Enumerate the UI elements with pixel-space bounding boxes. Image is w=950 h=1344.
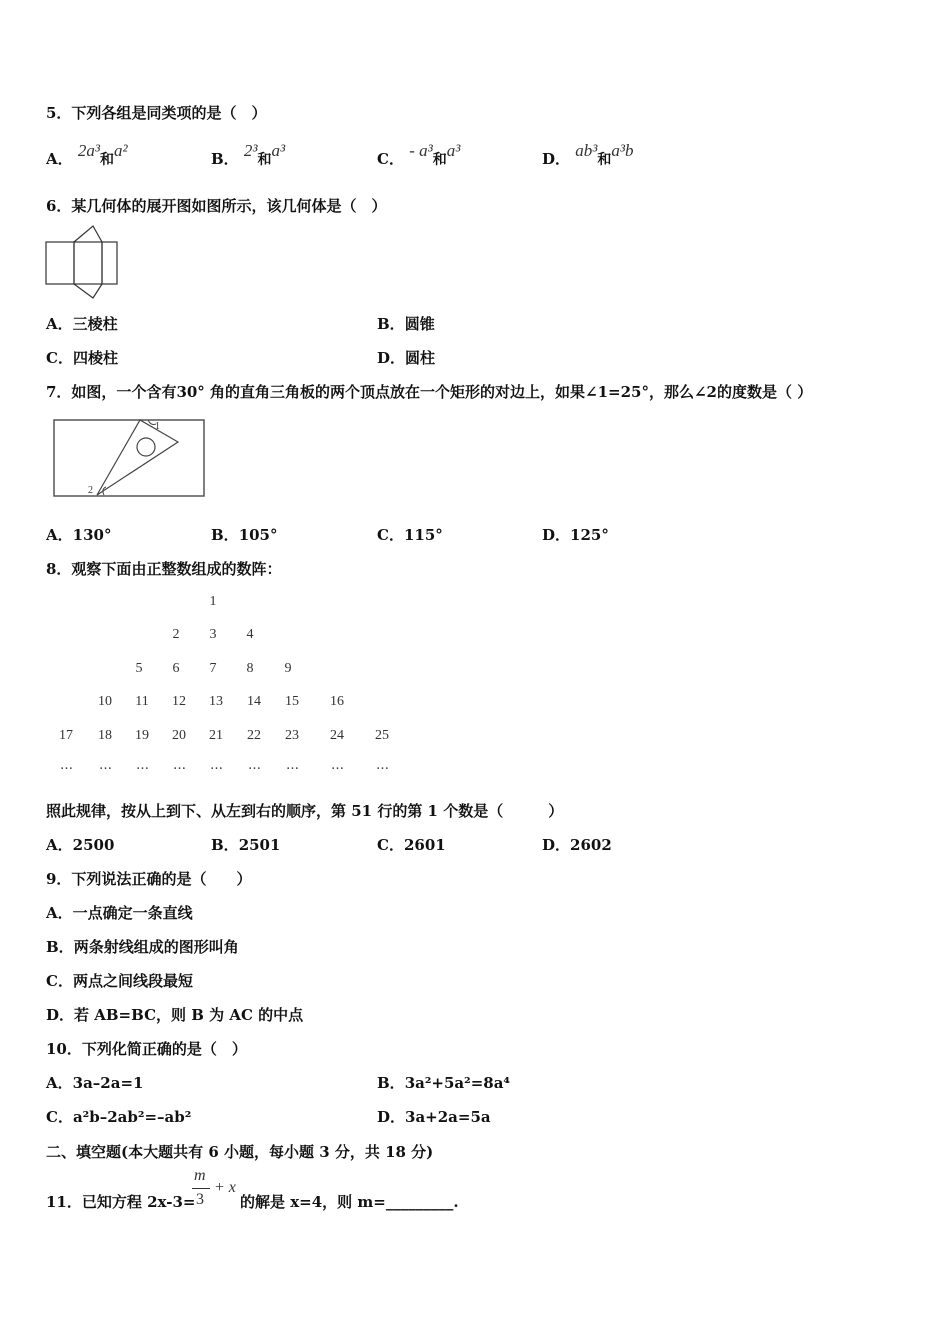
q10-option-a[interactable]: A．3a–2a=1: [46, 1074, 144, 1092]
q7-stem: 7．如图，一个含有30° 角的直角三角板的两个顶点放在一个矩形的对边上，如果∠1=25°，那么∠2的度数是（ ）: [46, 383, 813, 401]
q11-suffix[interactable]: 的解是 x=4，则 m=_________.: [240, 1193, 459, 1211]
q8-option-b[interactable]: B．2501: [211, 836, 281, 854]
triangle-rectangle-diagram: [52, 417, 208, 501]
array-cell: 7: [209, 661, 217, 676]
q5-option-a[interactable]: A． 2a³和a²: [46, 141, 128, 168]
q5-option-b[interactable]: B． 2³和a³: [211, 141, 286, 168]
array-cell: 15: [285, 694, 299, 709]
q5-b-expr1: 2³: [243, 141, 258, 160]
q7-option-c[interactable]: C．115°: [377, 526, 443, 544]
q9-option-a[interactable]: A．一点确定一条直线: [46, 904, 193, 922]
angle-1-label: 1: [155, 421, 160, 432]
q5-a-expr1: 2a³: [77, 141, 100, 160]
array-cell: 18: [98, 728, 112, 743]
q11-frac-numerator: m: [194, 1167, 206, 1184]
q10-option-c[interactable]: C．a²b–2ab²=–ab²: [46, 1108, 192, 1126]
q9-option-d[interactable]: D．若 AB=BC，则 B 为 AC 的中点: [46, 1006, 304, 1024]
q5-b-expr2: a³: [271, 141, 286, 160]
q5-option-c[interactable]: C． - a³和a³: [377, 141, 461, 168]
angle-2-label: 2: [88, 485, 93, 496]
q5-c-expr2: a³: [446, 141, 461, 160]
q10-stem: 10．下列化简正确的是（ ）: [46, 1040, 247, 1058]
q10-option-b[interactable]: B．3a²+5a²=8a⁴: [377, 1074, 511, 1092]
array-dots: …: [210, 758, 222, 773]
array-cell: 16: [330, 694, 344, 709]
q7-option-a[interactable]: A．130°: [46, 526, 112, 544]
array-cell: 4: [246, 627, 254, 642]
net-rect-right: [102, 242, 117, 284]
array-cell: 14: [247, 694, 261, 709]
array-cell: 12: [172, 694, 186, 709]
q8-stem: 8．观察下面由正整数组成的数阵：: [46, 560, 282, 578]
array-dots: …: [136, 758, 148, 773]
q11-plus-x: + x: [214, 1179, 236, 1196]
array-cell: 13: [209, 694, 223, 709]
q6-stem: 6．某几何体的展开图如图所示，该几何体是（ ）: [46, 197, 387, 215]
q7-option-d[interactable]: D．125°: [542, 526, 609, 544]
q8-option-c[interactable]: C．2601: [377, 836, 446, 854]
array-cell: 10: [98, 694, 112, 709]
net-rect-left: [46, 242, 74, 284]
q5-a-expr2: a²: [113, 141, 128, 160]
array-cell: 21: [209, 728, 223, 743]
q11-prefix: 11．已知方程 2x-3=: [46, 1193, 196, 1211]
q9-stem: 9．下列说法正确的是（ ）: [46, 870, 252, 888]
net-rect-middle: [74, 242, 102, 284]
array-cell: 25: [375, 728, 389, 743]
array-cell: 3: [209, 627, 217, 642]
q6-option-b[interactable]: B．圆锥: [377, 315, 435, 333]
triangle-board: [97, 420, 178, 495]
net-diagram: [44, 224, 124, 300]
q11-frac-bar: [192, 1188, 210, 1189]
net-triangle-bottom: [74, 284, 102, 298]
q5-d-expr2: a³b: [611, 141, 634, 160]
angle-2-arc: [103, 487, 106, 495]
q5-stem: 5．下列各组是同类项的是（ ）: [46, 104, 267, 122]
array-cell: 9: [284, 661, 292, 676]
array-cell: 8: [246, 661, 254, 676]
array-cell: 11: [135, 694, 149, 709]
array-cell: 22: [247, 728, 261, 743]
array-dots: …: [60, 758, 72, 773]
array-cell: 6: [172, 661, 180, 676]
q9-option-b[interactable]: B．两条射线组成的图形叫角: [46, 938, 239, 956]
q9-option-c[interactable]: C．两点之间线段最短: [46, 972, 193, 990]
rectangle: [54, 420, 204, 496]
array-cell: 24: [330, 728, 344, 743]
array-cell: 19: [135, 728, 149, 743]
array-dots: …: [286, 758, 298, 773]
q7-option-b[interactable]: B．105°: [211, 526, 278, 544]
array-dots: …: [173, 758, 185, 773]
array-cell: 1: [209, 594, 217, 609]
section-heading: 二、填空题(本大题共有 6 小题，每小题 3 分，共 18 分): [46, 1143, 434, 1161]
q5-option-d[interactable]: D． ab³和a³b: [542, 141, 634, 168]
q5-c-expr1: - a³: [409, 141, 433, 160]
array-dots: …: [248, 758, 260, 773]
net-triangle-top: [74, 226, 102, 242]
array-cell: 2: [172, 627, 180, 642]
q6-option-c[interactable]: C．四棱柱: [46, 349, 118, 367]
array-cell: 5: [135, 661, 143, 676]
q8-option-a[interactable]: A．2500: [46, 836, 115, 854]
triangle-hole: [137, 438, 155, 456]
q10-option-d[interactable]: D．3a+2a=5a: [377, 1108, 491, 1126]
array-dots: …: [376, 758, 388, 773]
array-dots: …: [99, 758, 111, 773]
array-cell: 23: [285, 728, 299, 743]
array-dots: …: [331, 758, 343, 773]
q6-option-d[interactable]: D．圆柱: [377, 349, 436, 367]
q6-option-a[interactable]: A．三棱柱: [46, 315, 118, 333]
array-cell: 20: [172, 728, 186, 743]
q11-frac-denominator: 3: [196, 1191, 204, 1208]
array-cell: 17: [59, 728, 73, 743]
q8-question: 照此规律，按从上到下、从左到右的顺序，第 51 行的第 1 个数是（ ）: [46, 802, 564, 820]
q5-d-expr1: ab³: [575, 141, 598, 160]
q8-option-d[interactable]: D．2602: [542, 836, 612, 854]
